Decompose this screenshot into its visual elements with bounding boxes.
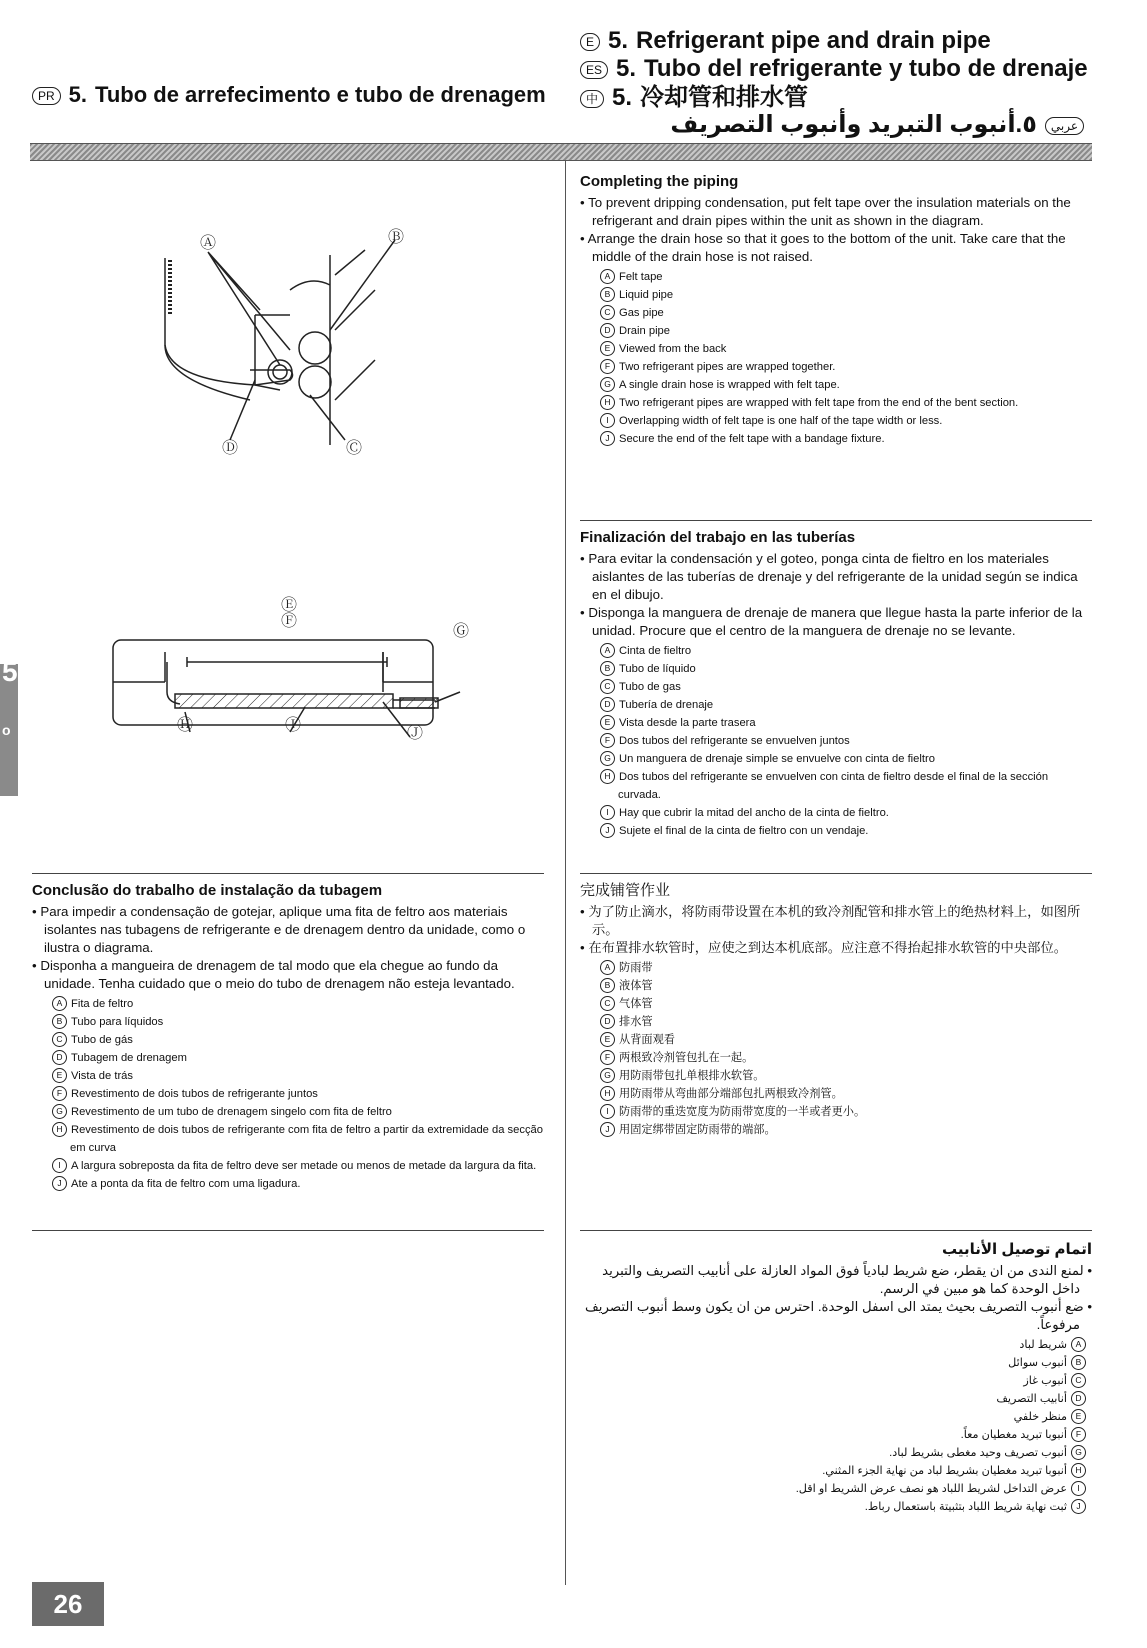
legend-item: I Overlapping width of felt tape is one half of the tape width or less.	[580, 412, 1092, 430]
bullet: • ضع أنبوب التصريف بحيث يمتد الى اسفل الوحدة. احترس من ان يكون وسط أنبوب التصريف مرفوعاً.	[580, 1298, 1092, 1334]
bullet: • 为了防止滴水，将防雨带设置在本机的致冷剂配管和排水管上的绝热材料上，如图所示。	[580, 903, 1092, 939]
legend-item: G A single drain hose is wrapped with felt tape.	[580, 376, 1092, 394]
legend-item: Fأنبوبا تبريد مغطيان معاً.	[580, 1426, 1092, 1444]
legend-item: F Revestimento de dois tubos de refrigerante juntos	[32, 1085, 544, 1103]
bullet: • To prevent dripping condensation, put felt tape over the insulation materials on the refrigerant and drain pipes within the unit as shown in the diagram.	[580, 194, 1092, 230]
legend-item: Cأنبوب غاز	[580, 1372, 1092, 1390]
legend-item: J Sujete el final de la cinta de fieltro con un vendaje.	[580, 822, 1092, 840]
lang-tag-es: ES	[580, 61, 608, 79]
legend-item: Gأنبوب تصريف وحيد مغطى بشريط لباد.	[580, 1444, 1092, 1462]
bullet: • Disponga la manguera de drenaje de manera que llegue hasta la parte inferior de la unidad. Procure que el centro de la manguera de drenaje no se levante.	[580, 604, 1092, 640]
side-tab-sub: o	[2, 722, 11, 738]
legend-item: G 用防雨带包扎单根排水软管。	[580, 1067, 1092, 1085]
legend-item: H Dos tubos del refrigerante se envuelven con cinta de fieltro desde el final de la sección curvada.	[580, 768, 1092, 804]
legend-item: Dأنابيب التصريف	[580, 1390, 1092, 1408]
diagram-label-b: Ⓑ	[388, 229, 405, 246]
section-rule	[32, 873, 544, 874]
wrapping-back-view-diagram	[105, 597, 485, 792]
legend-item: A Felt tape	[580, 268, 1092, 286]
legend-item: I 防雨带的重迭宽度为防雨带宽度的一半或者更小。	[580, 1103, 1092, 1121]
header-title-ar: أنبوب التبريد وأنبوب التصريف	[670, 111, 1016, 138]
bullet: • Disponha a mangueira de drenagem de tal modo que ela chegue ao fundo da unidade. Tenha cuidado que o meio do tubo de drenagem não esteja levantado.	[32, 957, 544, 993]
piping-cross-section-diagram	[160, 229, 405, 490]
section-title-ar: اتمام توصيل الأنابيب	[941, 1241, 1092, 1258]
column-divider	[565, 160, 566, 1585]
section-rule	[580, 1230, 1092, 1231]
legend-list-es	[580, 642, 1092, 840]
legend-item: F Dos tubos del refrigerante se envuelven juntos	[580, 732, 1092, 750]
legend-item: C Tubo de gás	[32, 1031, 544, 1049]
legend-item: E Viewed from the back	[580, 340, 1092, 358]
bullet: • 在布置排水软管时，应使之到达本机底部。应注意不得抬起排水软管的中央部位。	[580, 939, 1092, 957]
diagram-label-f: Ⓕ	[281, 613, 298, 630]
diagram-label-c: Ⓒ	[346, 440, 363, 457]
legend-item: I A largura sobreposta da fita de feltro deve ser metade ou menos de metade da largura da fita.	[32, 1157, 544, 1175]
legend-item: E Vista desde la parte trasera	[580, 714, 1092, 732]
legend-item: D 排水管	[580, 1013, 1092, 1031]
diagram-label-a: Ⓐ	[200, 235, 217, 252]
bullet: • Arrange the drain hose so that it goes to the bottom of the unit. Take care that the middle of the drain hose is not raised.	[580, 230, 1092, 266]
legend-item: B 液体管	[580, 977, 1092, 995]
section-rule	[32, 1230, 544, 1231]
diagram-label-e: Ⓔ	[281, 597, 298, 614]
section-title-pt: Conclusão do trabalho de instalação da tubagem	[32, 882, 383, 899]
legend-item: Jثبت نهاية شريط اللباد بتثبيتة باستعمال رباط.	[580, 1498, 1092, 1516]
section-title-zh: 完成铺管作业	[580, 882, 671, 899]
legend-item: D Tubagem de drenagem	[32, 1049, 544, 1067]
diagram-label-j: Ⓙ	[407, 725, 424, 742]
section-zh	[580, 881, 1092, 1139]
legend-item: D Drain pipe	[580, 322, 1092, 340]
header-ch	[580, 83, 808, 113]
legend-item: C 气体管	[580, 995, 1092, 1013]
lang-tag-ch: 中	[580, 90, 604, 108]
legend-item: H Two refrigerant pipes are wrapped with felt tape from the end of the bent section.	[580, 394, 1092, 412]
bullet: • Para impedir a condensação de gotejar, aplique uma fita de feltro aos materiais isolantes nas tubagens de refrigerante e de drenagem dentro da unidade, como o ilustra o diagrama.	[32, 903, 544, 957]
bullet: • Para evitar la condensación y el goteo, ponga cinta de fieltro en los materiales aislantes de las tuberías de drenaje y del refrigerante de la unidad según se indica en el dibujo.	[580, 550, 1092, 604]
legend-list-pt	[32, 995, 544, 1193]
section-es	[580, 528, 1092, 840]
diagram-label-g: Ⓖ	[453, 623, 470, 640]
lang-tag-ar: عربي	[1045, 117, 1084, 135]
legend-item: E Vista de trás	[32, 1067, 544, 1085]
header-en	[580, 26, 991, 56]
header-es	[580, 54, 1088, 84]
side-tab-number: 5	[2, 656, 18, 687]
legend-item: A Cinta de fieltro	[580, 642, 1092, 660]
bullet: • لمنع الندى من ان يقطر، ضع شريط لبادياً فوق المواد العازلة على أنابيب التصريف والتبريد داخل الوحدة كما هو مبين في الرسم.	[580, 1262, 1092, 1298]
legend-item: G Revestimento de um tubo de drenagem singelo com fita de feltro	[32, 1103, 544, 1121]
legend-item: J Ate a ponta da fita de feltro com uma ligadura.	[32, 1175, 544, 1193]
header-pr	[32, 80, 546, 110]
header-title-es: Tubo del refrigerante y tubo de drenaje	[644, 55, 1088, 82]
diagram-label-h: Ⓗ	[177, 717, 194, 734]
legend-item: Eمنظر خلفي	[580, 1408, 1092, 1426]
section-title-en: Completing the piping	[580, 173, 739, 190]
header-ar	[670, 110, 1092, 140]
section-number: ٥.	[1015, 111, 1037, 138]
legend-item: G Un manguera de drenaje simple se envuelve con cinta de fieltro	[580, 750, 1092, 768]
chapter-side-tab	[0, 656, 18, 796]
legend-item: Aشريط لباد	[580, 1336, 1092, 1354]
legend-item: J Secure the end of the felt tape with a bandage fixture.	[580, 430, 1092, 448]
legend-list-ar	[580, 1336, 1092, 1516]
legend-item: B Liquid pipe	[580, 286, 1092, 304]
section-title-es: Finalización del trabajo en las tuberías	[580, 529, 856, 546]
legend-item: F 两根致冷剂管包扎在一起。	[580, 1049, 1092, 1067]
legend-item: C Tubo de gas	[580, 678, 1092, 696]
lang-tag-e: E	[580, 33, 600, 51]
header-band	[30, 143, 1092, 161]
legend-item: A Fita de feltro	[32, 995, 544, 1013]
header-title-ch: 冷却管和排水管	[640, 84, 809, 111]
section-en	[580, 172, 1092, 448]
legend-item: B Tubo para líquidos	[32, 1013, 544, 1031]
section-pt	[32, 881, 544, 1193]
legend-item: H Revestimento de dois tubos de refrigerante com fita de feltro a partir da extremidade da secção em curva	[32, 1121, 544, 1157]
section-rule	[580, 873, 1092, 874]
legend-item: I Hay que cubrir la mitad del ancho de la cinta de fieltro.	[580, 804, 1092, 822]
page-number: 26	[32, 1582, 104, 1626]
legend-item: H 用防雨带从弯曲部分端部包扎两根致冷剂管。	[580, 1085, 1092, 1103]
legend-item: E 从背面观看	[580, 1031, 1092, 1049]
section-number: 5.	[68, 82, 88, 107]
section-ar	[580, 1240, 1092, 1516]
lang-tag-pr: PR	[32, 87, 61, 105]
header-title-en: Refrigerant pipe and drain pipe	[636, 27, 991, 54]
section-rule	[580, 520, 1092, 521]
legend-item: C Gas pipe	[580, 304, 1092, 322]
legend-list-zh	[580, 959, 1092, 1139]
section-number: 5.	[612, 84, 633, 111]
legend-item: Hأنبوبا تبريد مغطيان بشريط لباد من نهاية الجزء المثني.	[580, 1462, 1092, 1480]
section-number: 5.	[608, 27, 629, 54]
diagram-label-i: Ⓘ	[285, 717, 302, 734]
legend-item: D Tubería de drenaje	[580, 696, 1092, 714]
legend-item: F Two refrigerant pipes are wrapped together.	[580, 358, 1092, 376]
legend-item: B Tubo de líquido	[580, 660, 1092, 678]
legend-item: Iعرض التداخل لشريط اللباد هو نصف عرض الشريط او اقل.	[580, 1480, 1092, 1498]
legend-list-en	[580, 268, 1092, 448]
legend-item: J 用固定绑带固定防雨带的端部。	[580, 1121, 1092, 1139]
section-number: 5.	[616, 55, 637, 82]
legend-item: Bأنبوب سوائل	[580, 1354, 1092, 1372]
header-title-pr: Tubo de arrefecimento e tubo de drenagem	[95, 82, 546, 107]
diagram-label-d: Ⓓ	[222, 440, 239, 457]
legend-item: A 防雨带	[580, 959, 1092, 977]
